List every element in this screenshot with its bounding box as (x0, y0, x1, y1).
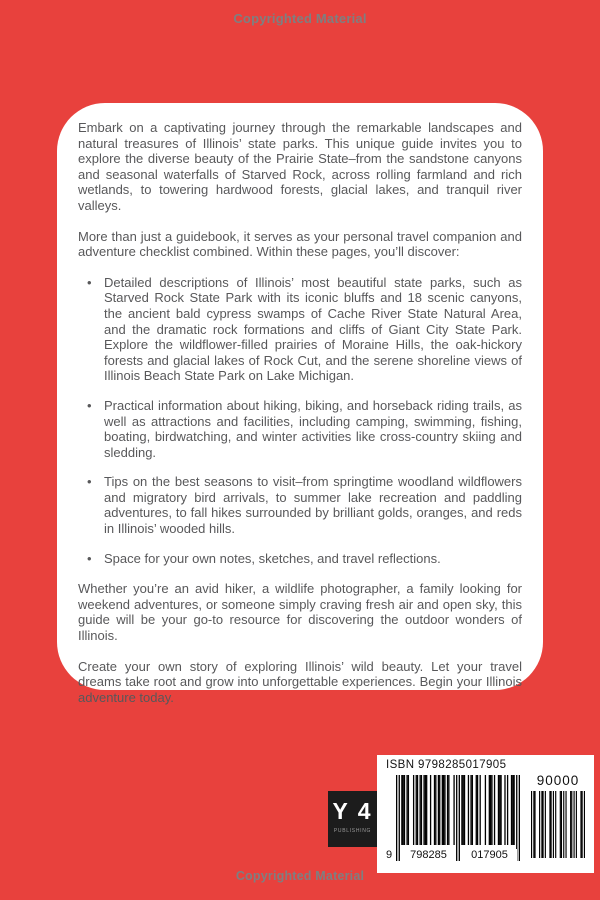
copyright-banner-bottom: Copyrighted Material (235, 869, 365, 883)
bullet-item: • Practical information about hiking, biking, and horseback riding trails, as well as attractions and facilities, including camping, swimming, fishing, boating, birdwatching, and winter activities like cross-country skiing and sledding. (78, 398, 522, 460)
cover-audience-paragraph: Whether you’re an avid hiker, a wildlife photographer, a family looking for weekend adventures, or someone simply craving fresh air and open sky, this guide will be your go-to resource for discovering the outdoor wonders of Illinois. (78, 581, 522, 644)
ean5-supplement-barcode (529, 773, 587, 870)
publisher-logo-text: Y 4 (332, 798, 373, 824)
isbn-label: ISBN 9798285017905 (386, 759, 507, 771)
publisher-logo-subtext: PUBLISHING (333, 828, 372, 834)
feature-bullet-list (78, 275, 522, 567)
cover-leadin-paragraph: More than just a guidebook, it serves as your personal travel companion and adventure checklist combined. Within these pages, you’ll discover: (78, 228, 522, 260)
bullet-item: • Detailed descriptions of Illinois’ most beautiful state parks, such as Starved Rock State Park with its iconic bluffs and 18 scenic canyons, the ancient bald cypress swamps of Cache River State Natural Area, and the dramatic rock formations and cliffs of Giant City State Park. Explore the wildflower-filled prairies of Moraine Hills, the oak-hickory forests and glacial lakes of Rock Cut, and the serene shoreline views of Illinois Beach State Park on Lake Michigan. (78, 275, 522, 384)
copyright-banner-top: Copyrighted Material (233, 11, 367, 26)
bullet-item: • Space for your own notes, sketches, and travel reflections. (78, 551, 522, 567)
publisher-logo (328, 791, 377, 847)
price-code-label: 90000 (536, 773, 580, 788)
back-cover-card (57, 103, 543, 705)
barcode-panel (377, 755, 594, 873)
barcode-digit-left: 9 (386, 849, 393, 861)
barcode-digit-group1: 798285 (401, 849, 456, 862)
barcode-digit-group2: 017905 (462, 849, 517, 862)
bullet-item: • Tips on the best seasons to visit–from springtime woodland wildflowers and migratory bird arrivals, to summer lake recreation and paddling adventures, to fall hikes surrounded by brilliant golds, oranges, and reds in Illinois’ wooded hills. (78, 474, 522, 536)
cover-intro-paragraph: Embark on a captivating journey through the remarkable landscapes and natural treasures of Illinois’ state parks. This unique guide invites you to explore the diverse beauty of the Prairie State–from the sandstone canyons and seasonal waterfalls of Starved Rock, across rolling farmland and rich wetlands, to towering hardwood forests, glacial lakes, and tranquil river valleys. (78, 120, 522, 213)
cover-outro-paragraph: Create your own story of exploring Illinois’ wild beauty. Let your travel dreams take root and grow into unforgettable experiences. Begin your Illinois adventure today. (78, 658, 522, 705)
ean5-barcode-bars (531, 791, 585, 858)
ean13-barcode (386, 775, 522, 870)
